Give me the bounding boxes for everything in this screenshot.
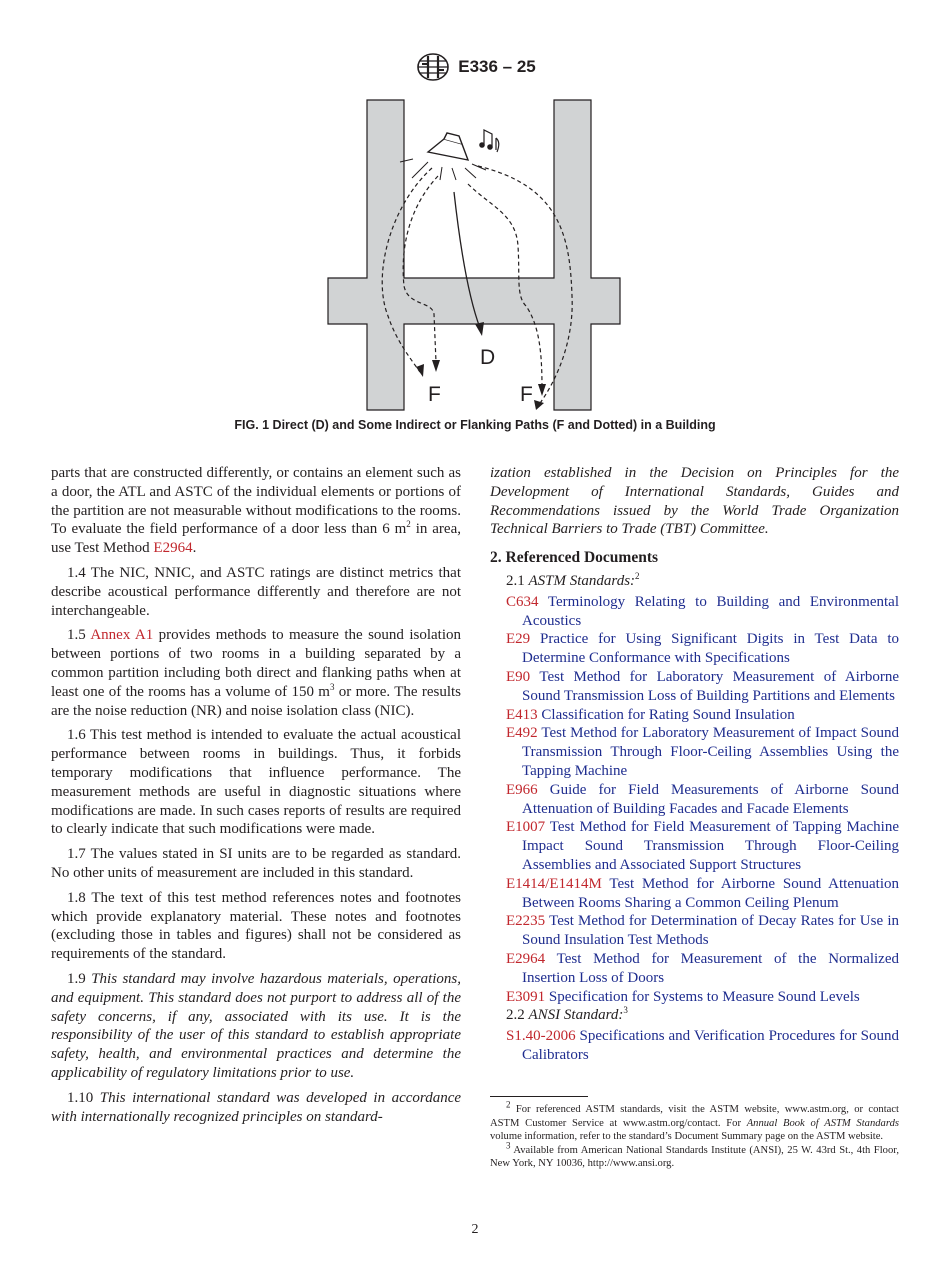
reference-title[interactable]: Practice for Using Significant Digits in Test Data to Determine Conformance with Specifications	[522, 631, 899, 667]
reference-title[interactable]: Classification for Rating Sound Insulation	[537, 706, 795, 723]
footnotes	[490, 1099, 899, 1171]
reference-item[interactable]	[490, 724, 899, 780]
reference-title[interactable]: Test Method for Laboratory Measurement of Impact Sound Transmission Through Floor-Ceiling Assemblies Using the Tapping Machine	[522, 725, 899, 779]
reference-code[interactable]: E90	[506, 668, 531, 685]
astm-reference-list	[506, 593, 899, 1007]
reference-item[interactable]	[490, 706, 899, 725]
astm-logo-icon	[414, 52, 452, 82]
document-id: E336 – 25	[458, 57, 536, 76]
reference-title[interactable]: Test Method for Measurement of the Normalized Insertion Loss of Doors	[522, 950, 899, 986]
reference-title[interactable]: Test Method for Field Measurement of Tapping Machine Impact Sound Transmission Through Floor-Ceiling Assemblies and Associated Support Structures	[522, 819, 899, 873]
reference-item[interactable]	[490, 950, 899, 988]
page-number: 2	[471, 1222, 479, 1237]
reference-code[interactable]: C634	[506, 593, 539, 610]
flanking-path-left-inner	[403, 176, 438, 362]
paragraph-1-6: 1.6 This test method is intended to evaluate the actual acoustical performance between rooms in buildings. Thus, it forbids temporary modifications that influence performance. The measurement methods are useful in diagnostic situations where modifications are made. In such cases reports of results are required to clearly indicate that such modifications were made.	[51, 727, 461, 838]
label-flanking-1: F	[428, 383, 441, 406]
paragraph-1-9: 1.9 This standard may involve hazardous materials, operations, and equipment. This standard does not purport to address all of the safety concerns, if any, associated with its use. It is the responsibility of the user of this standard to establish appropriate safety, health, and environmental practices and determine the applicability of regulatory limitations prior to use.	[51, 970, 461, 1081]
page-header	[0, 52, 950, 84]
reference-code[interactable]: E1414/E1414M	[506, 875, 602, 892]
reference-title[interactable]: Test Method for Determination of Decay Rates for Use in Sound Insulation Test Methods	[522, 913, 899, 949]
reference-code[interactable]: S1.40-2006	[506, 1028, 576, 1045]
paragraph-1-10: 1.10 This international standard was developed in accordance with internationally recognized principles on standard-	[51, 1089, 462, 1125]
section-title-referenced-documents: 2. Referenced Documents	[490, 549, 659, 567]
reference-item[interactable]	[490, 875, 899, 913]
label-direct: D	[480, 346, 496, 369]
speaker-icon	[400, 133, 486, 180]
subsection-2-1: 2.1 ASTM Standards:$^2$	[506, 570, 640, 589]
reference-title[interactable]: Specification for Systems to Measure Sound Levels	[545, 988, 860, 1005]
paragraph-1-8: 1.8 The text of this test method references notes and footnotes which provide explanatory material. These notes and footnotes (excluding those in tables and figures) shall not be considered as requirements of the standard.	[51, 889, 461, 963]
reference-code[interactable]: E966	[506, 781, 538, 798]
reference-title[interactable]: Test Method for Laboratory Measurement of Airborne Sound Transmission Loss of Building Partitions and Elements	[522, 668, 899, 704]
reference-item[interactable]	[490, 781, 899, 819]
reference-code[interactable]: E413	[506, 706, 538, 723]
footnote-3: $^3$ Available from American National Standards Institute (ANSI), 25 W. 43rd St., 4th Floor, New York, NY 10036, http://www.ansi.org.	[490, 1140, 899, 1170]
link-e2964[interactable]: E2964	[153, 540, 193, 557]
paragraph-1-4: 1.4 The NIC, NNIC, and ASTC ratings are distinct metrics that describe acoustical performance differently and therefore are not interchangeable.	[51, 564, 461, 619]
link-annex-a1[interactable]: Annex A1	[90, 627, 154, 644]
label-flanking-2: F	[520, 383, 533, 406]
reference-item[interactable]	[490, 630, 899, 668]
right-column	[490, 464, 899, 1065]
reference-item[interactable]	[490, 668, 899, 706]
reference-title[interactable]: Terminology Relating to Building and Environmental Acoustics	[522, 593, 899, 629]
building-structure	[328, 100, 620, 410]
reference-code[interactable]: E2235	[506, 913, 546, 930]
footnote-divider	[490, 1096, 588, 1097]
paragraph-1-5: 1.5 Annex A1 provides methods to measure the sound isolation between portions of two rooms in a building separated by a common partition including both direct and flanking paths when at least one of the rooms has a volume of 150 $m^3$ or more. The results are the noise reduction (NR) and noise isolation class (NIC).	[51, 627, 461, 719]
reference-title[interactable]: Specifications and Verification Procedures for Sound Calibrators	[522, 1028, 899, 1063]
paragraph-1-7: 1.7 The values stated in SI units are to be regarded as standard. No other units of measurement are included in this standard.	[51, 846, 461, 881]
reference-code[interactable]: E1007	[506, 819, 546, 836]
left-column	[51, 464, 461, 1132]
reference-code[interactable]: E3091	[506, 988, 546, 1005]
footnote-2: $^2$ For referenced ASTM standards, visit the ASTM website, www.astm.org, or contact ASTM Customer Service at www.astm.org/contact. For Annual Book of ASTM Standards volume information, refer to the standard’s Document Summary page on the ASTM website.	[490, 1099, 899, 1143]
reference-title[interactable]: Test Method for Airborne Sound Attenuation Between Rooms Sharing a Common Ceiling Plenum	[522, 875, 899, 911]
ansi-reference-list	[506, 1027, 899, 1065]
figure-flanking-paths	[320, 96, 630, 414]
paragraph-1-3-continued: parts that are constructed differently, or contains an element such as a door, the ATL and ASTC of the individual elements or portions of the partition are not measurable without modifications to the rooms. To evaluate the field performance of a door less than 6 $m^2$ in area, use Test Method E2964.	[51, 465, 461, 557]
reference-code[interactable]: E29	[506, 631, 531, 648]
figure-caption: FIG. 1 Direct (D) and Some Indirect or Flanking Paths (F and Dotted) in a Building	[234, 418, 716, 432]
reference-item[interactable]	[490, 988, 899, 1007]
paragraph-1-10-continued: ization established in the Decision on Principles for the Development of International Standards, Guides and Recommendations issued by the World Trade Organization Technical Barriers to Trade (TBT) Committee.	[490, 465, 899, 538]
reference-item[interactable]	[490, 1027, 899, 1065]
reference-item[interactable]	[490, 818, 899, 874]
music-note-icon	[480, 130, 499, 152]
reference-item[interactable]	[490, 593, 899, 631]
reference-item[interactable]	[490, 912, 899, 950]
subsection-2-2: 2.2 ANSI Standard:$^3$	[506, 1005, 628, 1024]
reference-code[interactable]: E2964	[506, 950, 546, 967]
reference-title[interactable]: Guide for Field Measurements of Airborne Sound Attenuation of Building Facades and Facade Elements	[522, 781, 899, 817]
reference-code[interactable]: E492	[506, 725, 538, 742]
